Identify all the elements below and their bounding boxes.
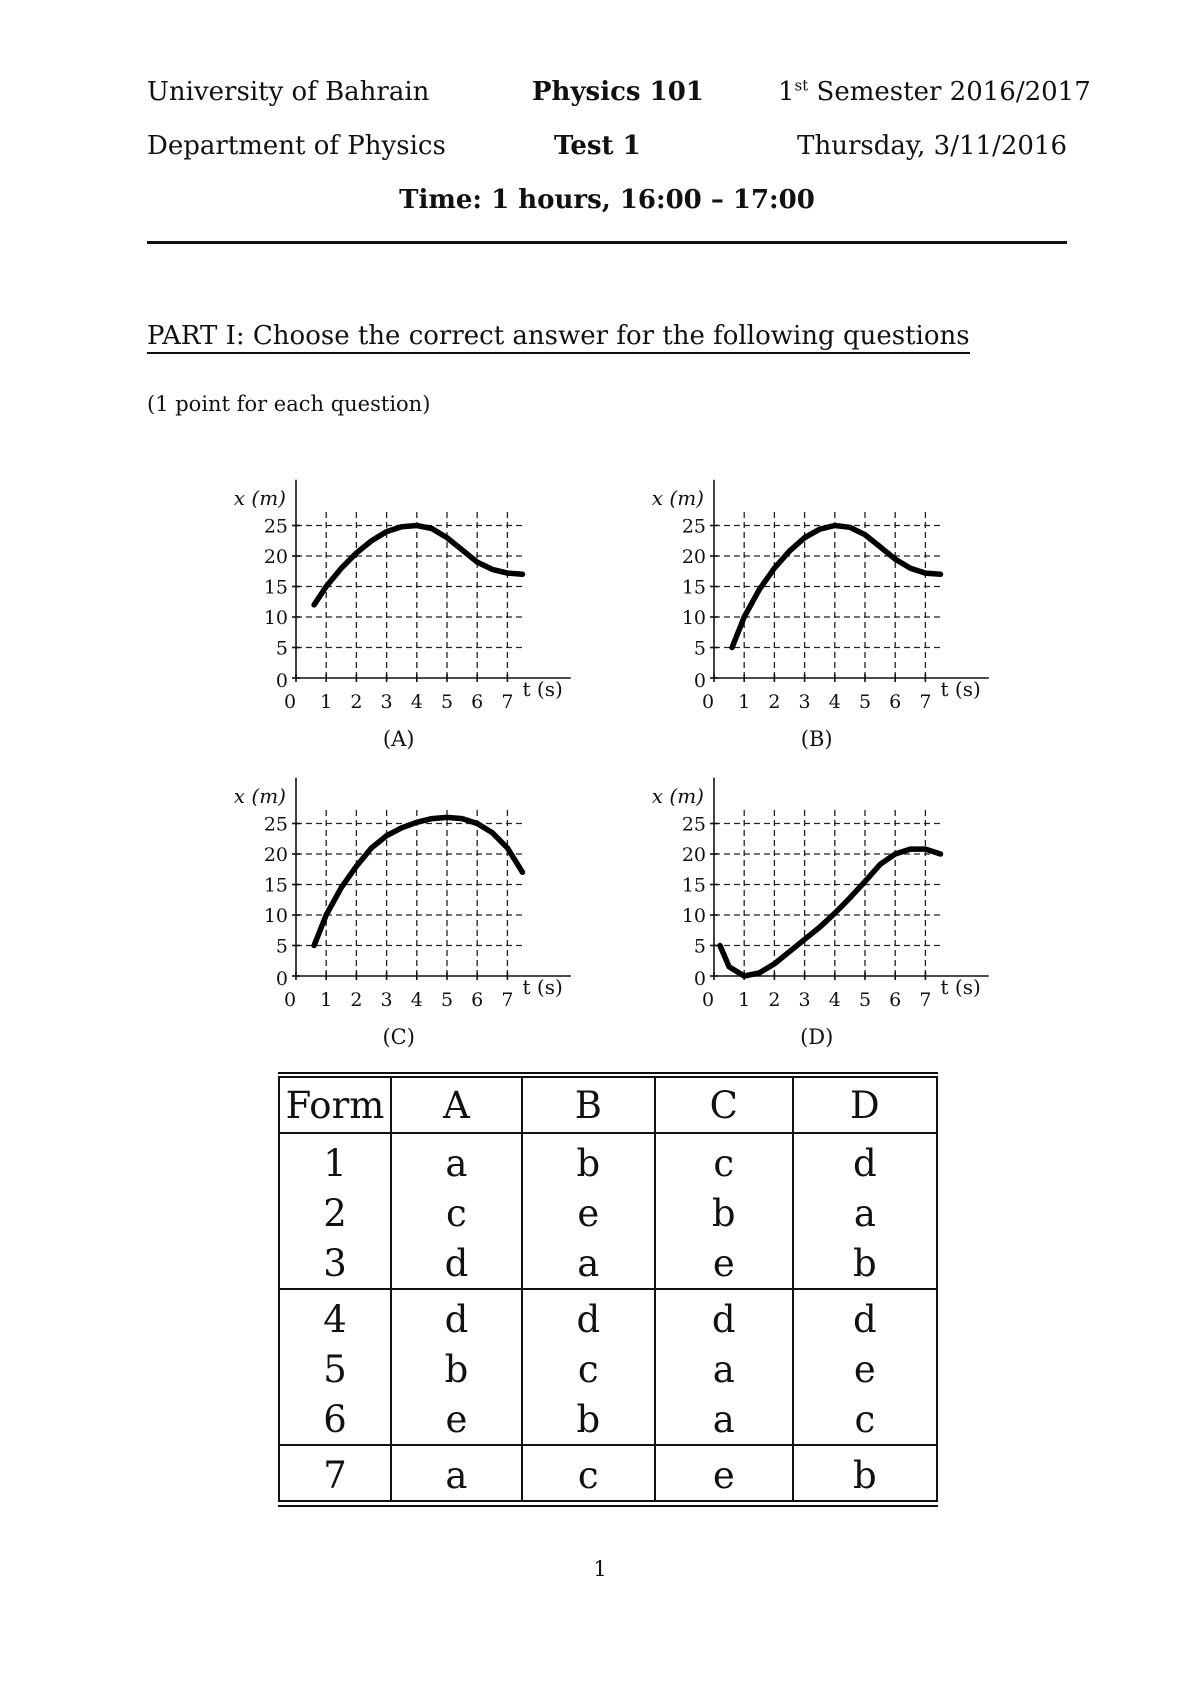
x-tick-label: 0	[283, 989, 297, 1011]
y-tick-label: 25	[263, 515, 288, 538]
y-tick-label: 0	[693, 968, 706, 990]
y-tick-label: 5	[275, 935, 288, 958]
y-tick-label: 5	[693, 935, 706, 958]
plot-d	[638, 758, 998, 1049]
x-tick-label: 7	[919, 989, 932, 1011]
y-tick-label: 10	[263, 905, 288, 927]
x-tick-label: 5	[858, 989, 872, 1011]
header-c: C	[655, 1077, 793, 1133]
y-axis-label: x (m)	[233, 485, 286, 510]
y-tick-label: 25	[681, 813, 706, 836]
answer-cell: d	[793, 1133, 937, 1188]
y-tick-label: 10	[263, 607, 288, 629]
table-header-row	[279, 1077, 937, 1133]
position-curve	[720, 849, 941, 976]
table-row	[279, 1238, 937, 1289]
y-tick-label: 0	[275, 670, 288, 692]
y-axis-label: x (m)	[651, 783, 704, 808]
x-tick-label: 7	[501, 691, 514, 713]
x-tick-label: 0	[283, 691, 297, 713]
x-tick-label: 1	[738, 691, 751, 713]
answer-cell: d	[655, 1289, 793, 1344]
y-tick-label: 15	[681, 874, 706, 897]
answer-cell: d	[391, 1289, 522, 1344]
answer-cell: d	[391, 1238, 522, 1289]
y-tick-label: 15	[263, 874, 288, 897]
answer-cell: e	[655, 1238, 793, 1289]
answer-cell: a	[655, 1394, 793, 1445]
y-tick-label: 10	[681, 905, 706, 927]
y-tick-label: 5	[693, 637, 706, 660]
answer-cell: a	[391, 1445, 522, 1501]
x-tick-label: 4	[410, 989, 423, 1011]
x-tick-label: 1	[320, 989, 333, 1011]
x-axis-label: t (s)	[522, 677, 563, 701]
answer-cell: d	[793, 1289, 937, 1344]
test-date: Thursday, 3/11/2016	[797, 131, 1067, 161]
y-tick-label: 20	[681, 546, 706, 568]
form-number-cell: 2	[279, 1188, 391, 1238]
position-curve	[314, 817, 522, 945]
x-tick-label: 4	[410, 691, 423, 713]
table-bottom-rule	[278, 1505, 938, 1507]
x-axis-label: t (s)	[940, 677, 981, 701]
x-tick-label: 2	[768, 989, 781, 1011]
x-tick-label: 3	[380, 691, 393, 713]
x-tick-label: 7	[501, 989, 514, 1011]
table-top-rule	[278, 1072, 938, 1074]
x-tick-label: 1	[738, 989, 751, 1011]
answer-cell: a	[522, 1238, 655, 1289]
position-curve	[314, 526, 522, 605]
form-number-cell: 1	[279, 1133, 391, 1188]
y-tick-label: 10	[681, 607, 706, 629]
y-tick-label: 0	[693, 670, 706, 692]
y-tick-label: 0	[275, 968, 288, 990]
answer-cell: a	[655, 1344, 793, 1394]
answer-cell: b	[391, 1344, 522, 1394]
time-line: Time: 1 hours, 16:00 – 17:00	[399, 185, 815, 215]
answer-cell: e	[391, 1394, 522, 1445]
y-axis-label: x (m)	[233, 783, 286, 808]
answer-cell: b	[793, 1445, 937, 1501]
x-tick-label: 1	[320, 691, 333, 713]
x-tick-label: 4	[828, 989, 841, 1011]
form-number-cell: 5	[279, 1344, 391, 1394]
answer-cell: a	[391, 1133, 522, 1188]
answer-cell: c	[655, 1133, 793, 1188]
y-tick-label: 15	[263, 576, 288, 599]
x-tick-label: 5	[440, 691, 454, 713]
plot-caption: (D)	[800, 1025, 834, 1049]
answer-cell: b	[655, 1188, 793, 1238]
x-tick-label: 3	[798, 989, 811, 1011]
test-label: Test 1	[554, 131, 641, 161]
table-row	[279, 1188, 937, 1238]
semester-ordinal-suffix: st	[794, 76, 809, 95]
y-tick-label: 25	[681, 515, 706, 538]
y-tick-label: 5	[275, 637, 288, 660]
plot-a	[220, 460, 580, 751]
answer-table	[278, 1076, 938, 1502]
plot-caption: (A)	[382, 727, 415, 751]
answer-cell: c	[522, 1445, 655, 1501]
semester-text: Semester 2016/2017	[808, 77, 1091, 107]
form-number-cell: 3	[279, 1238, 391, 1289]
part-title: PART I: Choose the correct answer for the following questions	[147, 321, 970, 354]
form-number-cell: 6	[279, 1394, 391, 1445]
x-tick-label: 6	[889, 691, 902, 713]
answer-cell: c	[793, 1394, 937, 1445]
x-tick-label: 5	[440, 989, 454, 1011]
header-a: A	[391, 1077, 522, 1133]
x-tick-label: 2	[350, 691, 363, 713]
x-tick-label: 6	[471, 989, 484, 1011]
x-tick-label: 2	[768, 691, 781, 713]
header-form: Form	[279, 1077, 391, 1133]
table-row	[279, 1289, 937, 1344]
plot-b	[638, 460, 998, 751]
answer-cell: b	[522, 1133, 655, 1188]
y-tick-label: 20	[263, 844, 288, 866]
answer-cell: c	[522, 1344, 655, 1394]
department-name: Department of Physics	[147, 131, 446, 161]
y-tick-label: 20	[263, 546, 288, 568]
course-title: Physics 101	[532, 77, 704, 107]
x-tick-label: 2	[350, 989, 363, 1011]
x-tick-label: 0	[701, 691, 715, 713]
table-row	[279, 1133, 937, 1188]
plot-caption: (C)	[382, 1025, 415, 1049]
x-tick-label: 7	[919, 691, 932, 713]
x-tick-label: 0	[701, 989, 715, 1011]
y-tick-label: 15	[681, 576, 706, 599]
answer-cell: b	[522, 1394, 655, 1445]
plot-caption: (B)	[800, 727, 833, 751]
form-number-cell: 4	[279, 1289, 391, 1344]
form-number-cell: 7	[279, 1445, 391, 1501]
plot-c	[220, 758, 580, 1049]
table-row	[279, 1445, 937, 1501]
x-tick-label: 6	[471, 691, 484, 713]
answer-cell: d	[522, 1289, 655, 1344]
x-axis-label: t (s)	[522, 975, 563, 999]
answer-cell: b	[793, 1238, 937, 1289]
answer-cell: c	[391, 1188, 522, 1238]
answer-cell: a	[793, 1188, 937, 1238]
answer-cell: e	[655, 1445, 793, 1501]
answer-cell: e	[793, 1344, 937, 1394]
x-tick-label: 5	[858, 691, 872, 713]
x-tick-label: 6	[889, 989, 902, 1011]
y-tick-label: 20	[681, 844, 706, 866]
header-rule	[147, 241, 1067, 244]
y-axis-label: x (m)	[651, 485, 704, 510]
table-row	[279, 1344, 937, 1394]
university-name: University of Bahrain	[147, 77, 430, 107]
semester-ordinal: 1	[778, 77, 795, 107]
header-b: B	[522, 1077, 655, 1133]
x-tick-label: 4	[828, 691, 841, 713]
page-number: 1	[593, 1557, 607, 1581]
x-tick-label: 3	[798, 691, 811, 713]
x-axis-label: t (s)	[940, 975, 981, 999]
points-note: (1 point for each question)	[147, 392, 431, 416]
x-tick-label: 3	[380, 989, 393, 1011]
answer-cell: e	[522, 1188, 655, 1238]
header-d: D	[793, 1077, 937, 1133]
y-tick-label: 25	[263, 813, 288, 836]
table-row	[279, 1394, 937, 1445]
semester-label	[778, 77, 1091, 107]
